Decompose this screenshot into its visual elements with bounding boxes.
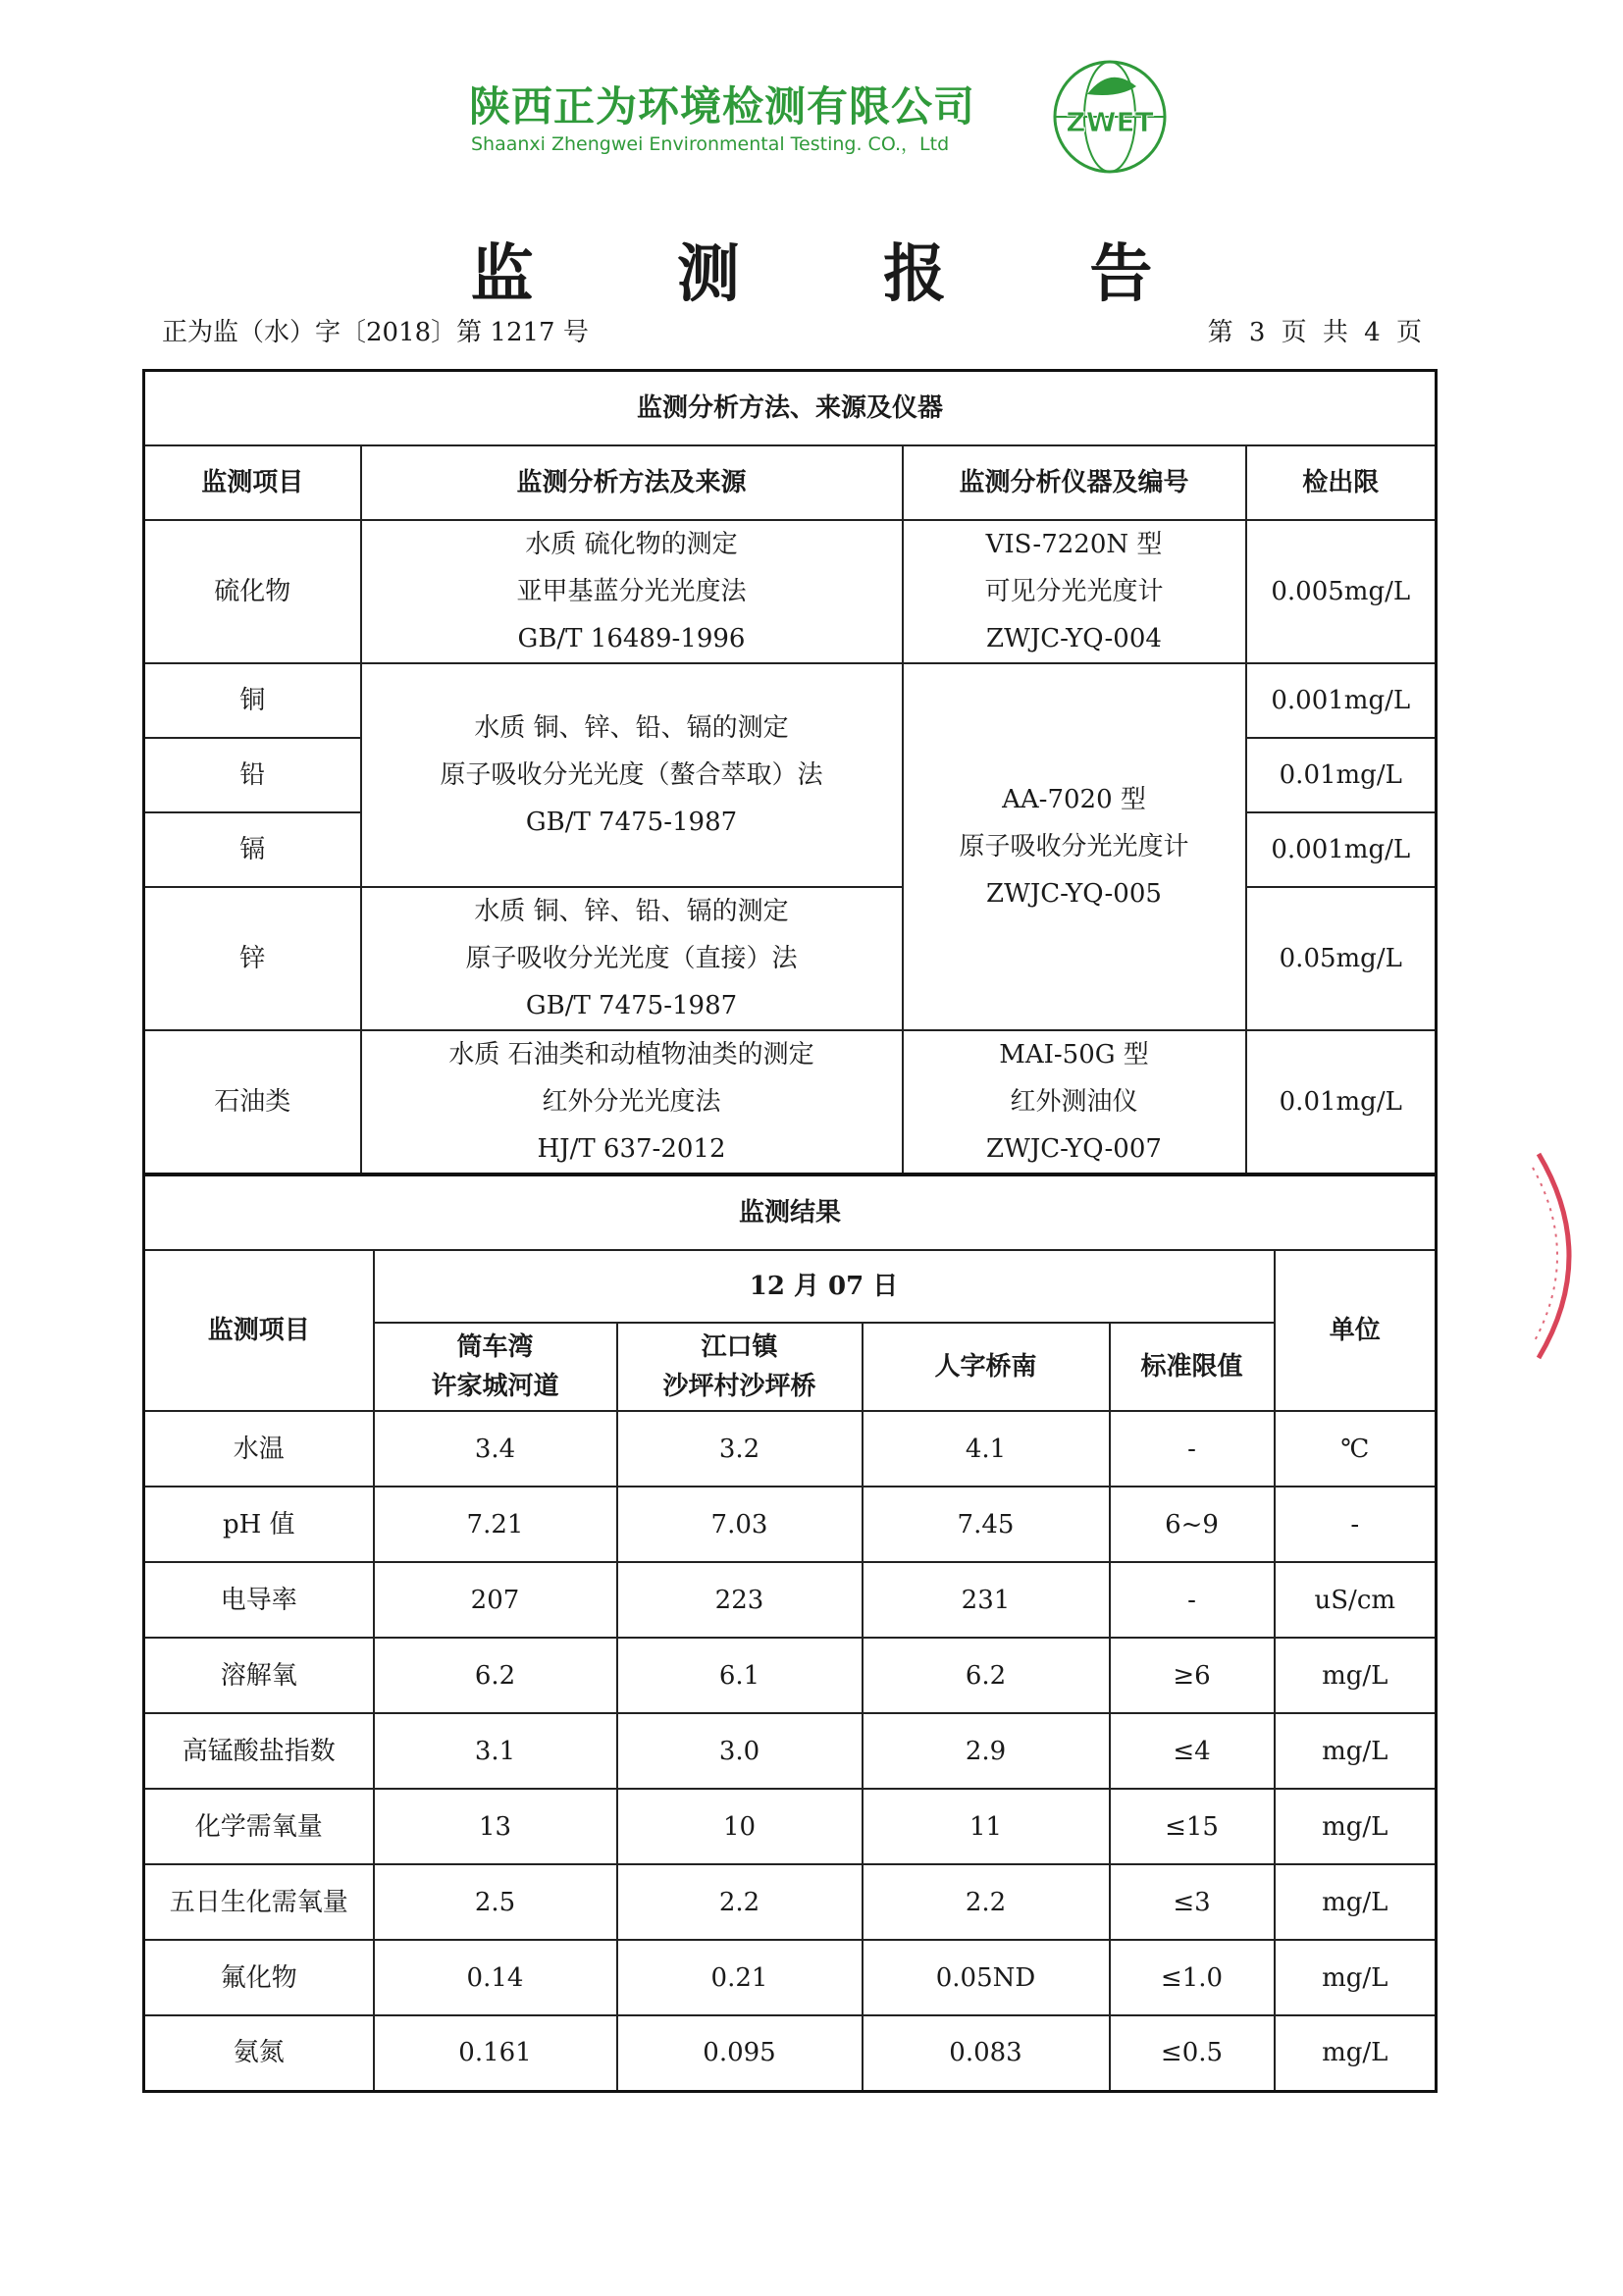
site-3-value: 0.083	[863, 2015, 1110, 2091]
site-1-value: 0.161	[374, 2015, 617, 2091]
company-name-cn: 陕西正为环境检测有限公司	[469, 82, 976, 130]
site-2-value: 0.21	[617, 1940, 863, 2015]
site-header-2: 江口镇 沙坪村沙坪桥	[617, 1323, 863, 1411]
table-row	[144, 1638, 1437, 1713]
table-row	[144, 663, 1437, 738]
limit-cell: 0.001mg/L	[1246, 812, 1437, 887]
limit-cell: 0.005mg/L	[1246, 520, 1437, 663]
item-cell: 铅	[144, 738, 361, 812]
table-row	[144, 1030, 1437, 1174]
site-2-value: 3.0	[617, 1713, 863, 1789]
site-3-value: 231	[863, 1562, 1110, 1638]
unit-cell: mg/L	[1275, 2015, 1437, 2091]
unit-cell: mg/L	[1275, 1864, 1437, 1940]
site-3-value: 2.2	[863, 1864, 1110, 1940]
limit-cell: 0.01mg/L	[1246, 738, 1437, 812]
limit-cell: 0.01mg/L	[1246, 1030, 1437, 1174]
results-section-title: 监测结果	[144, 1175, 1437, 1251]
site-1-value: 2.5	[374, 1864, 617, 1940]
table-row	[144, 1487, 1437, 1562]
result-item-cell: pH 值	[144, 1487, 374, 1562]
instrument-cell: VIS-7220N 型 可见分光光度计 ZWJC-YQ-004	[903, 520, 1246, 663]
standard-limit-cell: -	[1110, 1411, 1275, 1487]
result-item-cell: 水温	[144, 1411, 374, 1487]
method-cell: 水质 硫化物的测定 亚甲基蓝分光光度法 GB/T 16489-1996	[361, 520, 903, 663]
site-1-value: 6.2	[374, 1638, 617, 1713]
standard-limit-cell: ≤15	[1110, 1789, 1275, 1864]
site-header-1: 筒车湾 许家城河道	[374, 1323, 617, 1411]
table-row	[144, 1411, 1437, 1487]
site-3-value: 6.2	[863, 1638, 1110, 1713]
methods-section-title: 监测分析方法、来源及仪器	[144, 371, 1437, 446]
logo-text: ZWET	[1066, 106, 1154, 138]
standard-limit-cell: 6~9	[1110, 1487, 1275, 1562]
result-item-cell: 五日生化需氧量	[144, 1864, 374, 1940]
unit-cell: mg/L	[1275, 1940, 1437, 2015]
table-row	[144, 1789, 1437, 1864]
header-instrument: 监测分析仪器及编号	[903, 445, 1246, 520]
item-cell: 锌	[144, 887, 361, 1030]
site-1-value: 13	[374, 1789, 617, 1864]
results-table	[142, 1174, 1438, 2093]
results-item-header: 监测项目	[144, 1250, 374, 1411]
site-1-value: 207	[374, 1562, 617, 1638]
method-cell: 水质 铜、锌、铅、镉的测定 原子吸收分光光度（螯合萃取）法 GB/T 7475-1987	[361, 663, 903, 887]
report-title: 监 测 报 告	[470, 237, 1214, 311]
results-unit-header: 单位	[1275, 1250, 1437, 1411]
table-row	[144, 520, 1437, 663]
site-2-value: 2.2	[617, 1864, 863, 1940]
standard-limit-cell: ≥6	[1110, 1638, 1275, 1713]
table-row	[144, 1940, 1437, 2015]
result-item-cell: 化学需氧量	[144, 1789, 374, 1864]
table-row	[144, 2015, 1437, 2091]
site-3-value: 11	[863, 1789, 1110, 1864]
site-1-value: 7.21	[374, 1487, 617, 1562]
site-1-value: 3.4	[374, 1411, 617, 1487]
result-item-cell: 高锰酸盐指数	[144, 1713, 374, 1789]
standard-limit-cell: ≤4	[1110, 1713, 1275, 1789]
company-header	[461, 69, 1207, 177]
standard-limit-cell: -	[1110, 1562, 1275, 1638]
zwet-logo-icon	[1048, 55, 1172, 179]
site-header-3: 人字桥南	[863, 1323, 1110, 1411]
item-cell: 硫化物	[144, 520, 361, 663]
header-limit: 检出限	[1246, 445, 1437, 520]
site-2-value: 7.03	[617, 1487, 863, 1562]
unit-cell: mg/L	[1275, 1638, 1437, 1713]
standard-limit-header: 标准限值	[1110, 1323, 1275, 1411]
site-2-value: 0.095	[617, 2015, 863, 2091]
table-row	[144, 1713, 1437, 1789]
result-item-cell: 氨氮	[144, 2015, 374, 2091]
result-item-cell: 氟化物	[144, 1940, 374, 2015]
table-row	[144, 1562, 1437, 1638]
standard-limit-cell: ≤1.0	[1110, 1940, 1275, 2015]
method-cell: 水质 铜、锌、铅、镉的测定 原子吸收分光光度（直接）法 GB/T 7475-1987	[361, 887, 903, 1030]
site-2-value: 3.2	[617, 1411, 863, 1487]
site-3-value: 2.9	[863, 1713, 1110, 1789]
company-name-en: Shaanxi Zhengwei Environmental Testing. CO.，Ltd	[471, 133, 950, 155]
instrument-cell: AA-7020 型 原子吸收分光光度计 ZWJC-YQ-005	[903, 663, 1246, 1030]
site-2-value: 223	[617, 1562, 863, 1638]
header-item: 监测项目	[144, 445, 361, 520]
methods-table	[142, 369, 1438, 1175]
standard-limit-cell: ≤3	[1110, 1864, 1275, 1940]
page-info: 第 3 页 共 4 页	[1207, 318, 1422, 347]
item-cell: 镉	[144, 812, 361, 887]
results-body	[144, 1411, 1437, 2091]
result-item-cell: 电导率	[144, 1562, 374, 1638]
unit-cell: ℃	[1275, 1411, 1437, 1487]
report-reference: 正为监（水）字〔2018〕第 1217 号	[162, 318, 589, 347]
header-method: 监测分析方法及来源	[361, 445, 903, 520]
instrument-cell: MAI-50G 型 红外测油仪 ZWJC-YQ-007	[903, 1030, 1246, 1174]
item-cell: 铜	[144, 663, 361, 738]
unit-cell: mg/L	[1275, 1713, 1437, 1789]
results-date-header: 12 月 07 日	[374, 1250, 1275, 1323]
site-1-value: 0.14	[374, 1940, 617, 2015]
site-2-value: 6.1	[617, 1638, 863, 1713]
table-row	[144, 1864, 1437, 1940]
stamp-edge-icon	[1531, 1148, 1599, 1364]
limit-cell: 0.001mg/L	[1246, 663, 1437, 738]
site-3-value: 0.05ND	[863, 1940, 1110, 2015]
limit-cell: 0.05mg/L	[1246, 887, 1437, 1030]
standard-limit-cell: ≤0.5	[1110, 2015, 1275, 2091]
unit-cell: -	[1275, 1487, 1437, 1562]
result-item-cell: 溶解氧	[144, 1638, 374, 1713]
site-3-value: 7.45	[863, 1487, 1110, 1562]
unit-cell: uS/cm	[1275, 1562, 1437, 1638]
item-cell: 石油类	[144, 1030, 361, 1174]
site-2-value: 10	[617, 1789, 863, 1864]
site-3-value: 4.1	[863, 1411, 1110, 1487]
site-1-value: 3.1	[374, 1713, 617, 1789]
method-cell: 水质 石油类和动植物油类的测定 红外分光光度法 HJ/T 637-2012	[361, 1030, 903, 1174]
unit-cell: mg/L	[1275, 1789, 1437, 1864]
